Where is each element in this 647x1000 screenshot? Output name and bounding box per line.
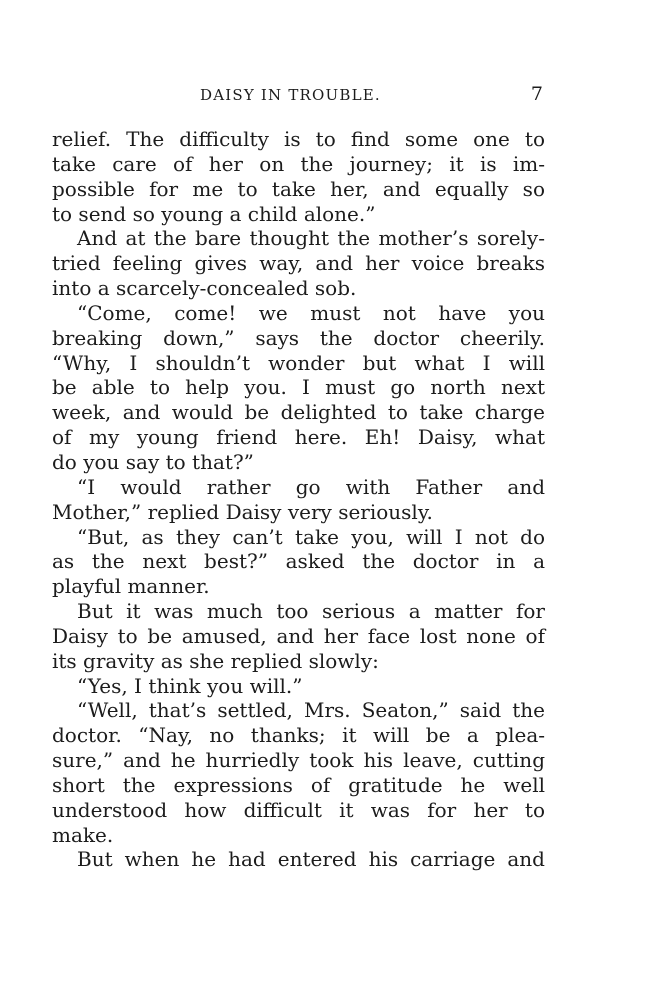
text-line: Daisy to be amused, and her face lost none of	[52, 623, 545, 648]
text-line: possible for me to take her, and equally so	[52, 176, 545, 201]
text-line: “I would rather go with Father and	[77, 474, 545, 499]
text-line: “Yes, I think you will.”	[77, 673, 303, 698]
text-line: as the next best?” asked the doctor in a	[52, 549, 545, 574]
page-number: 7	[530, 83, 543, 105]
text-line: And at the bare thought the mother’s sorely-	[77, 226, 545, 251]
text-line: “Come, come! we must not have you	[77, 300, 545, 325]
text-line: make.	[52, 822, 114, 847]
text-line: Mother,” replied Daisy very seriously.	[52, 499, 433, 524]
text-line: “Well, that’s settled, Mrs. Seaton,” said the	[77, 698, 545, 723]
text-line: into a scarcely-concealed sob.	[52, 276, 357, 301]
text-line: doctor. “Nay, no thanks; it will be a plea-	[52, 723, 545, 748]
text-line: of my young friend here. Eh! Daisy, what	[52, 425, 545, 450]
text-line: But when he had entered his carriage and	[77, 847, 545, 872]
text-line: be able to help you. I must go north next	[52, 375, 545, 400]
text-line: playful manner.	[52, 574, 210, 599]
text-line: do you say to that?”	[52, 449, 254, 474]
text-line: short the expressions of gratitude he well	[52, 772, 545, 797]
text-line: understood how difficult it was for her to	[52, 797, 545, 822]
text-line: take care of her on the journey; it is im-	[52, 151, 545, 176]
text-line: “Why, I shouldn’t wonder but what I will	[52, 350, 545, 375]
text-line: tried feeling gives way, and her voice breaks	[52, 251, 545, 276]
text-line: to send so young a child alone.”	[52, 201, 376, 226]
text-line: breaking down,” says the doctor cheerily.	[52, 325, 545, 350]
text-line: week, and would be delighted to take charge	[52, 400, 545, 425]
text-line: relief. The difficulty is to find some one to	[52, 127, 545, 151]
text-line: sure,” and he hurriedly took his leave, cutting	[52, 748, 545, 773]
body-text	[52, 127, 545, 872]
text-line: “But, as they can’t take you, will I not do	[77, 524, 545, 549]
text-line: its gravity as she replied slowly:	[52, 648, 379, 673]
text-line: But it was much too serious a matter for	[77, 599, 545, 624]
page-header	[52, 84, 545, 108]
running-title: DAISY IN TROUBLE.	[200, 86, 381, 104]
